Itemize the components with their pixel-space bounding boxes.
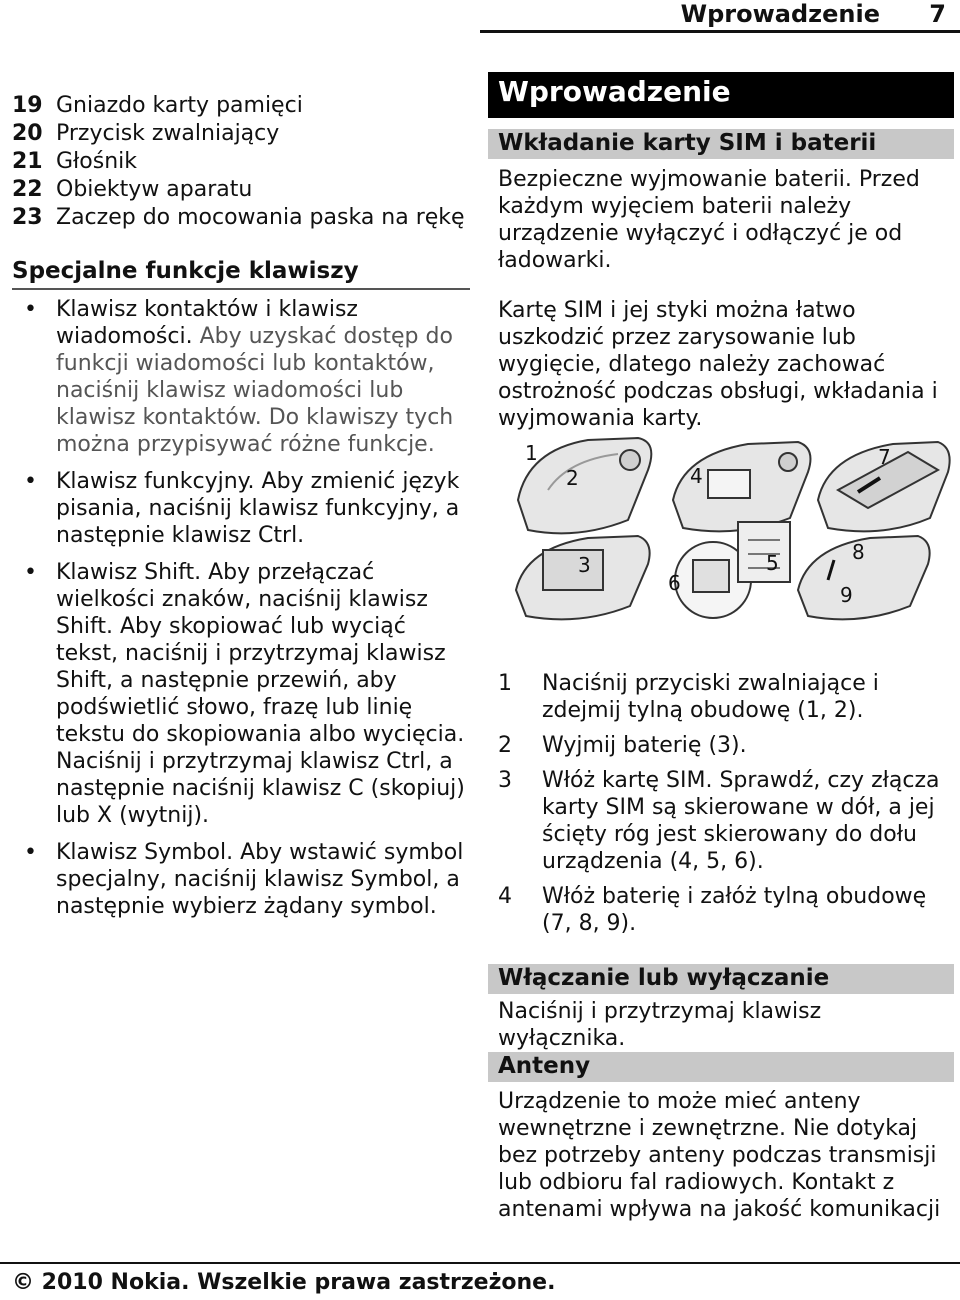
sim-heading-bar: [488, 129, 954, 159]
special-keys-list: [12, 296, 472, 930]
footer-copyright: © 2010 Nokia. Wszelkie prawa zastrzeżone.: [12, 1270, 556, 1295]
bullet-item: [12, 296, 472, 458]
bullet-lead: Klawisz Shift.: [56, 560, 202, 585]
list-item: [498, 883, 954, 937]
bullet-item: [12, 468, 472, 549]
antenna-heading: Anteny: [498, 1053, 591, 1079]
bullet-lead: Klawisz kontaktów i klawisz wiadomości.: [56, 297, 358, 349]
parts-list: [12, 92, 472, 232]
step-number: 3: [498, 768, 512, 793]
step-text: Włóż baterię i załóż tylną obudowę (7, 8, 9).: [542, 884, 927, 936]
list-item: [498, 670, 954, 724]
list-item: [12, 92, 472, 120]
bullet-icon: •: [24, 297, 37, 322]
figure-label: 3: [578, 553, 591, 577]
bullet-text: Aby przełączać wielkości znaków, naciśnij klawisz Shift. Aby skopiować lub wyciąć tekst, naciśnij i przytrzymaj klawisz Shift, a następnie przewiń, aby podświetlić słowo, frazę lub linię tekstu do skopiowania albo wycięcia. Naciśnij i przytrzymaj klawisz Ctrl, a następnie naciśnij klawisz C (skopiuj) lub X (wytnij).: [56, 560, 465, 828]
step-number: 4: [498, 884, 512, 909]
part-label: Zaczep do mocowania paska na rękę: [56, 205, 465, 230]
part-label: Gniazdo karty pamięci: [56, 93, 303, 118]
bullet-item: [12, 559, 472, 829]
figure-label: 1: [525, 441, 538, 465]
sim-care-paragraph: Kartę SIM i jej styki można łatwo uszkodzić przez zarysowanie lub wygięcie, dlatego należy zachować ostrożność podczas obsługi, wkładania i wyjmowania karty.: [498, 298, 938, 431]
phone-battery-removed-icon: [516, 536, 650, 619]
list-item: [12, 176, 472, 204]
part-number: 21: [12, 149, 43, 174]
figure-label: 4: [690, 464, 703, 488]
step-text: Naciśnij przyciski zwalniające i zdejmij tylną obudowę (1, 2).: [542, 671, 879, 723]
phone-back-icon: [518, 438, 651, 533]
power-heading: Włączanie lub wyłączanie: [498, 965, 830, 991]
footer-rule: [0, 1262, 960, 1264]
page-number: 7: [929, 0, 946, 28]
figure-label: 9: [840, 583, 853, 607]
power-heading-bar: [488, 964, 954, 994]
antenna-paragraph: Urządzenie to może mieć anteny wewnętrzne i zewnętrzne. Nie dotykaj bez potrzeby anteny podczas transmisji lub odbioru fal radiowych. Kontakt z antenami wpływa na jakość komunikacji: [498, 1089, 941, 1222]
figure-label: 7: [878, 445, 891, 469]
steps-list: [498, 670, 954, 945]
list-item: [498, 767, 954, 875]
step-number: 2: [498, 733, 512, 758]
part-number: 20: [12, 121, 43, 146]
part-label: Głośnik: [56, 149, 138, 174]
bullet-lead: Klawisz Symbol.: [56, 840, 234, 865]
bullet-text: Aby wstawić symbol specjalny, naciśnij klawisz Symbol, a następnie wybierz żądany symbol.: [56, 840, 464, 919]
power-paragraph: Naciśnij i przytrzymaj klawisz wyłącznika.: [498, 999, 822, 1051]
bullet-icon: •: [24, 469, 37, 494]
battery-safety-paragraph: Bezpieczne wyjmowanie baterii. Przed każdym wyjęciem baterii należy urządzenie wyłączyć i odłączyć je od ładowarki.: [498, 167, 920, 273]
figure-label: 8: [852, 540, 865, 564]
part-number: 23: [12, 205, 43, 230]
antenna-heading-bar: [488, 1052, 954, 1082]
header-title: Wprowadzenie: [680, 0, 880, 28]
sim-heading: Wkładanie karty SIM i baterii: [498, 130, 877, 156]
list-item: [12, 148, 472, 176]
page-header: [0, 0, 960, 36]
section-title-bar: [488, 72, 954, 118]
header-rule: [480, 30, 960, 33]
figure-label: 6: [668, 571, 681, 595]
figure-label: 5: [766, 551, 779, 575]
list-item: [12, 204, 472, 232]
list-item: [498, 732, 954, 759]
part-label: Przycisk zwalniający: [56, 121, 280, 146]
bullet-text: Aby uzyskać dostęp do funkcji wiadomości lub kontaktów, naciśnij klawisz wiadomości lub klawisz kontaktów. Do klawiszy tych można przypisywać różne funkcje.: [56, 324, 454, 457]
step-text: Włóż kartę SIM. Sprawdź, czy złącza karty SIM są skierowane w dół, a jej ścięty róg jest skierowany do dołu urządzenia (4, 5, 6).: [542, 768, 940, 874]
figure-label: 2: [566, 466, 579, 490]
step-number: 1: [498, 671, 512, 696]
bullet-item: [12, 839, 472, 920]
part-number: 22: [12, 177, 43, 202]
step-text: Wyjmij baterię (3).: [542, 733, 747, 758]
bullet-icon: •: [24, 560, 37, 585]
part-number: 19: [12, 93, 43, 118]
bullet-icon: •: [24, 840, 37, 865]
part-label: Obiektyw aparatu: [56, 177, 253, 202]
special-keys-heading: Specjalne funkcje klawiszy: [12, 258, 359, 284]
heading-rule: [12, 288, 470, 290]
bullet-lead: Klawisz funkcyjny.: [56, 469, 255, 494]
section-title: Wprowadzenie: [498, 75, 731, 108]
bullet-text: Aby zmienić język pisania, naciśnij klawisz funkcyjny, a następnie klawisz Ctrl.: [56, 469, 460, 548]
sim-battery-illustration: [498, 430, 954, 630]
list-item: [12, 120, 472, 148]
